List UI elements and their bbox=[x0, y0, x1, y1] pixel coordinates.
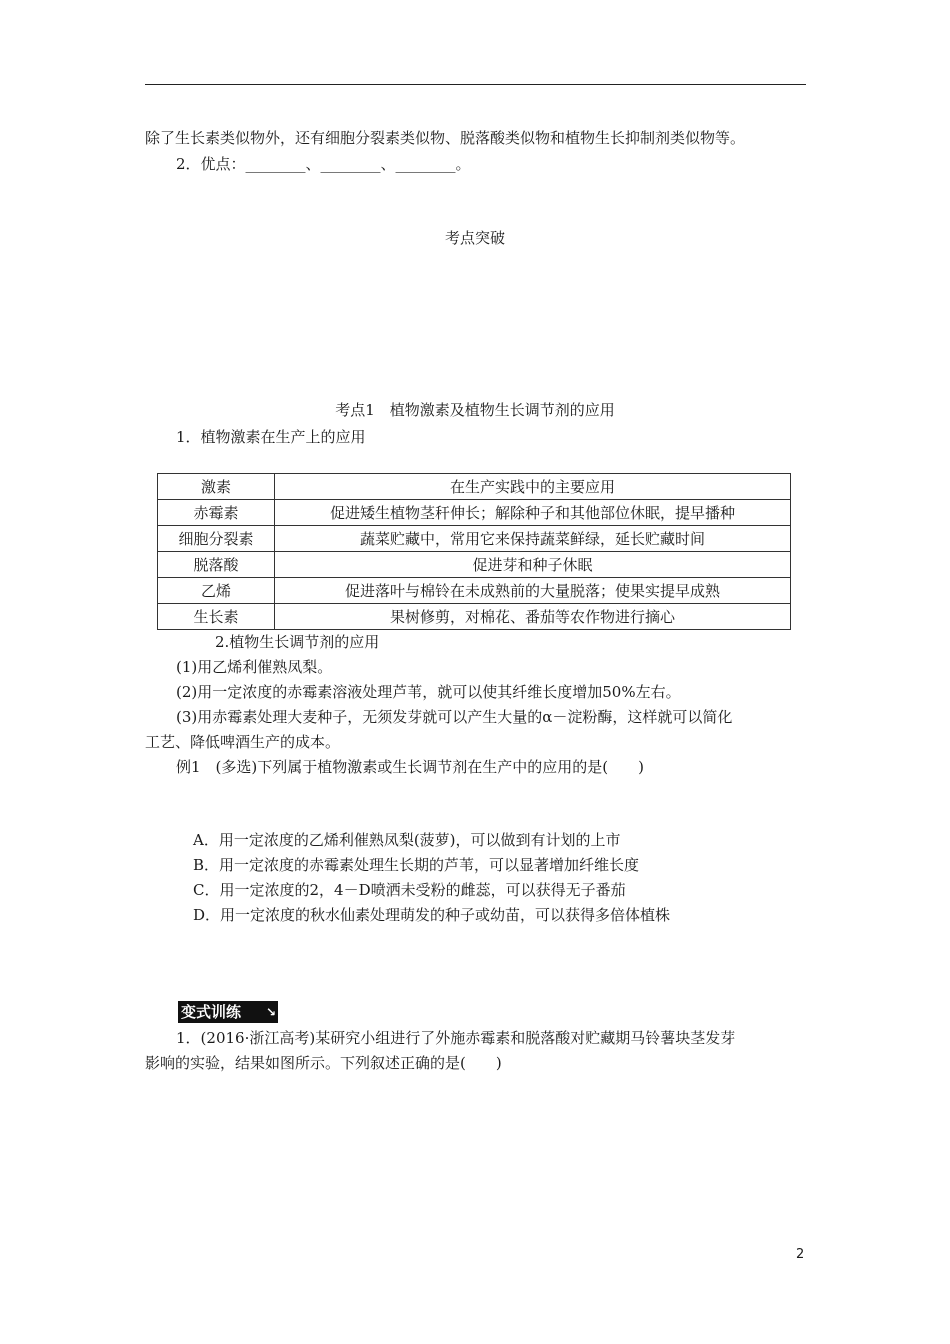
table-row bbox=[158, 526, 791, 552]
table-cell: 乙烯 bbox=[158, 578, 275, 604]
intro-line-2: 2．优点：________、________、________。 bbox=[176, 155, 471, 173]
table-header-cell: 激素 bbox=[158, 474, 275, 500]
table-cell: 赤霉素 bbox=[158, 500, 275, 526]
table-row bbox=[158, 604, 791, 630]
training-badge bbox=[178, 1001, 278, 1023]
table-cell: 促进芽和种子休眠 bbox=[275, 552, 791, 578]
arrow-down-right-icon: ↘ bbox=[265, 1005, 276, 1019]
topic-title: 考点1 植物激素及植物生长调节剂的应用 bbox=[335, 401, 615, 419]
option-c: C．用一定浓度的2，4－D喷洒未受粉的雌蕊，可以获得无子番茄 bbox=[193, 881, 626, 899]
table-cell: 果树修剪，对棉花、番茄等农作物进行摘心 bbox=[275, 604, 791, 630]
option-b: B．用一定浓度的赤霉素处理生长期的芦苇，可以显著增加纤维长度 bbox=[193, 856, 640, 874]
example-stem: 例1 (多选)下列属于植物激素或生长调节剂在生产中的应用的是( ) bbox=[176, 758, 644, 776]
table-header-cell: 在生产实践中的主要应用 bbox=[275, 474, 791, 500]
header-rule bbox=[145, 84, 806, 85]
page-number: 2 bbox=[796, 1247, 805, 1262]
list-item: (3)用赤霉素处理大麦种子，无须发芽就可以产生大量的α－淀粉酶，这样就可以简化 bbox=[176, 708, 733, 726]
table-cell: 生长素 bbox=[158, 604, 275, 630]
question-1-line-1: 1．(2016·浙江高考)某研究小组进行了外施赤霉素和脱落酸对贮藏期马铃薯块茎发芽 bbox=[176, 1029, 736, 1047]
intro-line-1: 除了生长素类似物外，还有细胞分裂素类似物、脱落酸类似物和植物生长抑制剂类似物等。 bbox=[145, 129, 746, 147]
table-header-row bbox=[158, 474, 791, 500]
table-row bbox=[158, 500, 791, 526]
table-cell: 细胞分裂素 bbox=[158, 526, 275, 552]
training-badge-label: 变式训练 bbox=[181, 1003, 242, 1021]
option-a: A．用一定浓度的乙烯利催熟凤梨(菠萝)，可以做到有计划的上市 bbox=[193, 831, 621, 849]
table-cell: 蔬菜贮藏中，常用它来保持蔬菜鲜绿，延长贮藏时间 bbox=[275, 526, 791, 552]
table-row bbox=[158, 578, 791, 604]
question-1-line-2: 影响的实验，结果如图所示。下列叙述正确的是( ) bbox=[145, 1054, 502, 1072]
subheading-2: 2.植物生长调节剂的应用 bbox=[215, 633, 380, 651]
table-cell: 脱落酸 bbox=[158, 552, 275, 578]
option-d: D．用一定浓度的秋水仙素处理萌发的种子或幼苗，可以获得多倍体植株 bbox=[193, 906, 671, 924]
list-item: (1)用乙烯利催熟凤梨。 bbox=[176, 658, 333, 676]
table-row bbox=[158, 552, 791, 578]
list-item: 工艺、降低啤酒生产的成本。 bbox=[145, 733, 341, 751]
table-cell: 促进矮生植物茎秆伸长；解除种子和其他部位休眠，提早播种 bbox=[275, 500, 791, 526]
subheading-1: 1．植物激素在生产上的应用 bbox=[176, 428, 366, 446]
hormone-table bbox=[157, 473, 791, 630]
table-cell: 促进落叶与棉铃在未成熟前的大量脱落；使果实提早成熟 bbox=[275, 578, 791, 604]
section-heading: 考点突破 bbox=[444, 229, 505, 247]
list-item: (2)用一定浓度的赤霉素溶液处理芦苇，就可以使其纤维长度增加50%左右。 bbox=[176, 683, 681, 701]
